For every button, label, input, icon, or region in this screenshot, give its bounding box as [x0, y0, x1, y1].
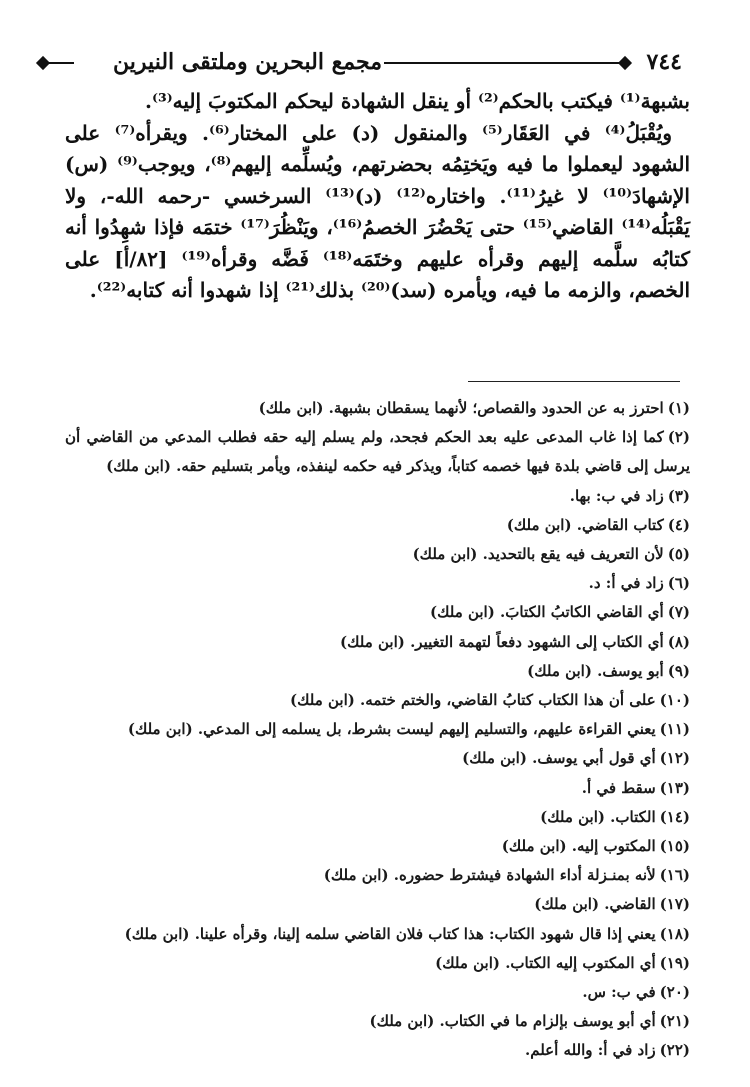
footnote-text: يعني إذا قال شهود الكتاب: هذا كتاب فلان القاضي سلمه إلينا، وقرأه علينا. (ابن ملك) [124, 924, 656, 943]
footnote-text: سقط في أ. [581, 778, 656, 797]
footnote [65, 1007, 690, 1036]
footnote-number: (٨) [667, 632, 690, 651]
footnote-text: يعني القراءة عليهم، والتسليم إليهم ليست بشرط، بل يسلمه إلى المدعي. (ابن ملك) [127, 720, 656, 739]
footnote-text: القاضي. (ابن ملك) [534, 895, 656, 914]
footnote-number: (٣) [667, 486, 690, 505]
footnote-number: (٥) [667, 545, 690, 564]
footnote-text: كما إذا غاب المدعى عليه بعد الحكم فجحد، ولم يسلم إليه حقه فطلب المدعي من القاضي أن يرسل إلى قاضي بلدة فيها خصمه كتاباً، ويذكر فيه حكمه لينفذه، ويأمر بتسليم حقه. (ابن ملك) [65, 428, 690, 476]
footnote-separator [468, 381, 680, 382]
footnote [65, 482, 690, 511]
footnote-text: الكتاب. (ابن ملك) [540, 807, 656, 826]
footnote-text: كتاب القاضي. (ابن ملك) [506, 515, 664, 534]
footnote-text: على أن هذا الكتاب كتابُ القاضي، والختم ختمه. (ابن ملك) [290, 691, 656, 710]
footnote [65, 628, 690, 657]
footnote-text: أي القاضي الكاتبُ الكتابَ. (ابن ملك) [430, 603, 664, 622]
footnote-number: (١) [667, 399, 690, 417]
footnote-text: زاد في ب: بها. [569, 486, 664, 505]
footnote [65, 1036, 690, 1065]
footnote [65, 744, 690, 773]
footnote [65, 511, 690, 540]
footnote [65, 423, 690, 481]
footnote [65, 598, 690, 627]
footnote [65, 920, 690, 949]
footnote-number: (١٦) [659, 866, 690, 885]
footnote-number: (٢) [667, 428, 690, 447]
footnote-number: (٢١) [659, 1012, 690, 1031]
footnote-number: (٤) [667, 515, 690, 534]
footnote [65, 890, 690, 919]
main-paragraph: ويُقْبَلُ⁽⁴⁾ في العَقَار⁽⁵⁾ والمنقول (د) على المختار⁽⁶⁾. ويقرأه⁽⁷⁾ على الشهود ليعملوا ما فيه ويَختِمُه بحضرتهم، ويُسلِّمه إليهم⁽⁸⁾، ويوجب⁽⁹⁾ (س) الإشهادَ⁽¹⁰⁾ لا غيرُ⁽¹¹⁾. واختاره⁽¹²⁾ (د)⁽¹³⁾ السرخسي -رحمه الله-، ولا يَقْبَلُه⁽¹⁴⁾ القاضي⁽¹⁵⁾ حتى يَحْضُرَ الخصمُ⁽¹⁶⁾، ويَنْظُرَ⁽¹⁷⁾ ختمَه فإذا شهِدُوا أنه كتابُه سلَّمه إليهم وقرأه عليهم وختَمَه⁽¹⁸⁾ فَضَّه وقرأه⁽¹⁹⁾ [٨٢/أ] على الخصم، والزمه ما فيه، ويأمره (سد)⁽²⁰⁾ بذلك⁽²¹⁾ إذا شهدوا أنه كتابه⁽²²⁾. [65, 120, 691, 302]
footnote [65, 569, 690, 598]
footnote-text: أي الكتاب إلى الشهود دفعاً لتهمة التغيير. (ابن ملك) [340, 632, 664, 651]
footnote-text: زاد في أ: د. [588, 574, 664, 593]
footnote [65, 657, 690, 686]
footnote [65, 774, 690, 803]
footnote-number: (١٧) [659, 895, 690, 914]
header-rule-right [384, 62, 622, 64]
footnote [65, 394, 690, 423]
page-number: ٧٤٤ [646, 49, 682, 75]
footnote [65, 540, 690, 569]
main-text [65, 86, 690, 307]
footnote [65, 803, 690, 832]
footnote [65, 686, 690, 715]
footnote [65, 861, 690, 890]
footnote-text: في ب: س. [582, 983, 656, 1002]
footnote [65, 832, 690, 861]
footnote-number: (٩) [667, 661, 690, 680]
footnote-text: أي أبو يوسف بإلزام ما في الكتاب. (ابن ملك) [369, 1012, 656, 1031]
footnote-number: (٧) [667, 603, 690, 622]
footnote-text: لأن التعريف فيه يقع بالتحديد. (ابن ملك) [412, 545, 664, 564]
footnote-number: (١٢) [659, 749, 690, 768]
footnote-number: (٦) [667, 574, 690, 593]
footnote-number: (١٤) [659, 807, 690, 826]
footnote-number: (١٩) [659, 953, 690, 972]
running-title: مجمع البحرين وملتقى النيرين [113, 49, 382, 75]
footnote [65, 715, 690, 744]
footnote-text: زاد في أ: والله أعلم. [525, 1041, 656, 1060]
footnote-text: المكتوب إليه. (ابن ملك) [501, 837, 656, 856]
footnote-number: (٢٠) [659, 983, 690, 1002]
footnote-number: (١٣) [659, 778, 690, 797]
header-ornament-left [36, 56, 50, 70]
footnotes [65, 394, 690, 1066]
footnote [65, 978, 690, 1007]
footnote-text: أي المكتوب إليه الكتاب. (ابن ملك) [435, 953, 656, 972]
main-paragraph: بشبهة⁽¹⁾ فيكتب بالحكم⁽²⁾ أو ينقل الشهادة ليحكم المكتوبَ إليه⁽³⁾. [145, 89, 690, 113]
footnote-number: (١٥) [659, 837, 690, 856]
footnote-number: (٢٢) [659, 1041, 690, 1060]
footnote-number: (١١) [659, 720, 690, 739]
footnote-text: أي قول أبي يوسف. (ابن ملك) [462, 749, 656, 768]
footnote-number: (١٠) [659, 691, 690, 710]
footnote-number: (١٨) [659, 924, 690, 943]
footnote-text: احترز به عن الحدود والقصاص؛ لأنهما يسقطان بشبهة. (ابن ملك) [258, 399, 664, 417]
page-header [32, 42, 682, 82]
footnote-text: أبو يوسف. (ابن ملك) [527, 661, 664, 680]
footnote-text: لأنه بمنـزلة أداء الشهادة فيشترط حضوره. (ابن ملك) [323, 866, 656, 885]
footnote [65, 949, 690, 978]
